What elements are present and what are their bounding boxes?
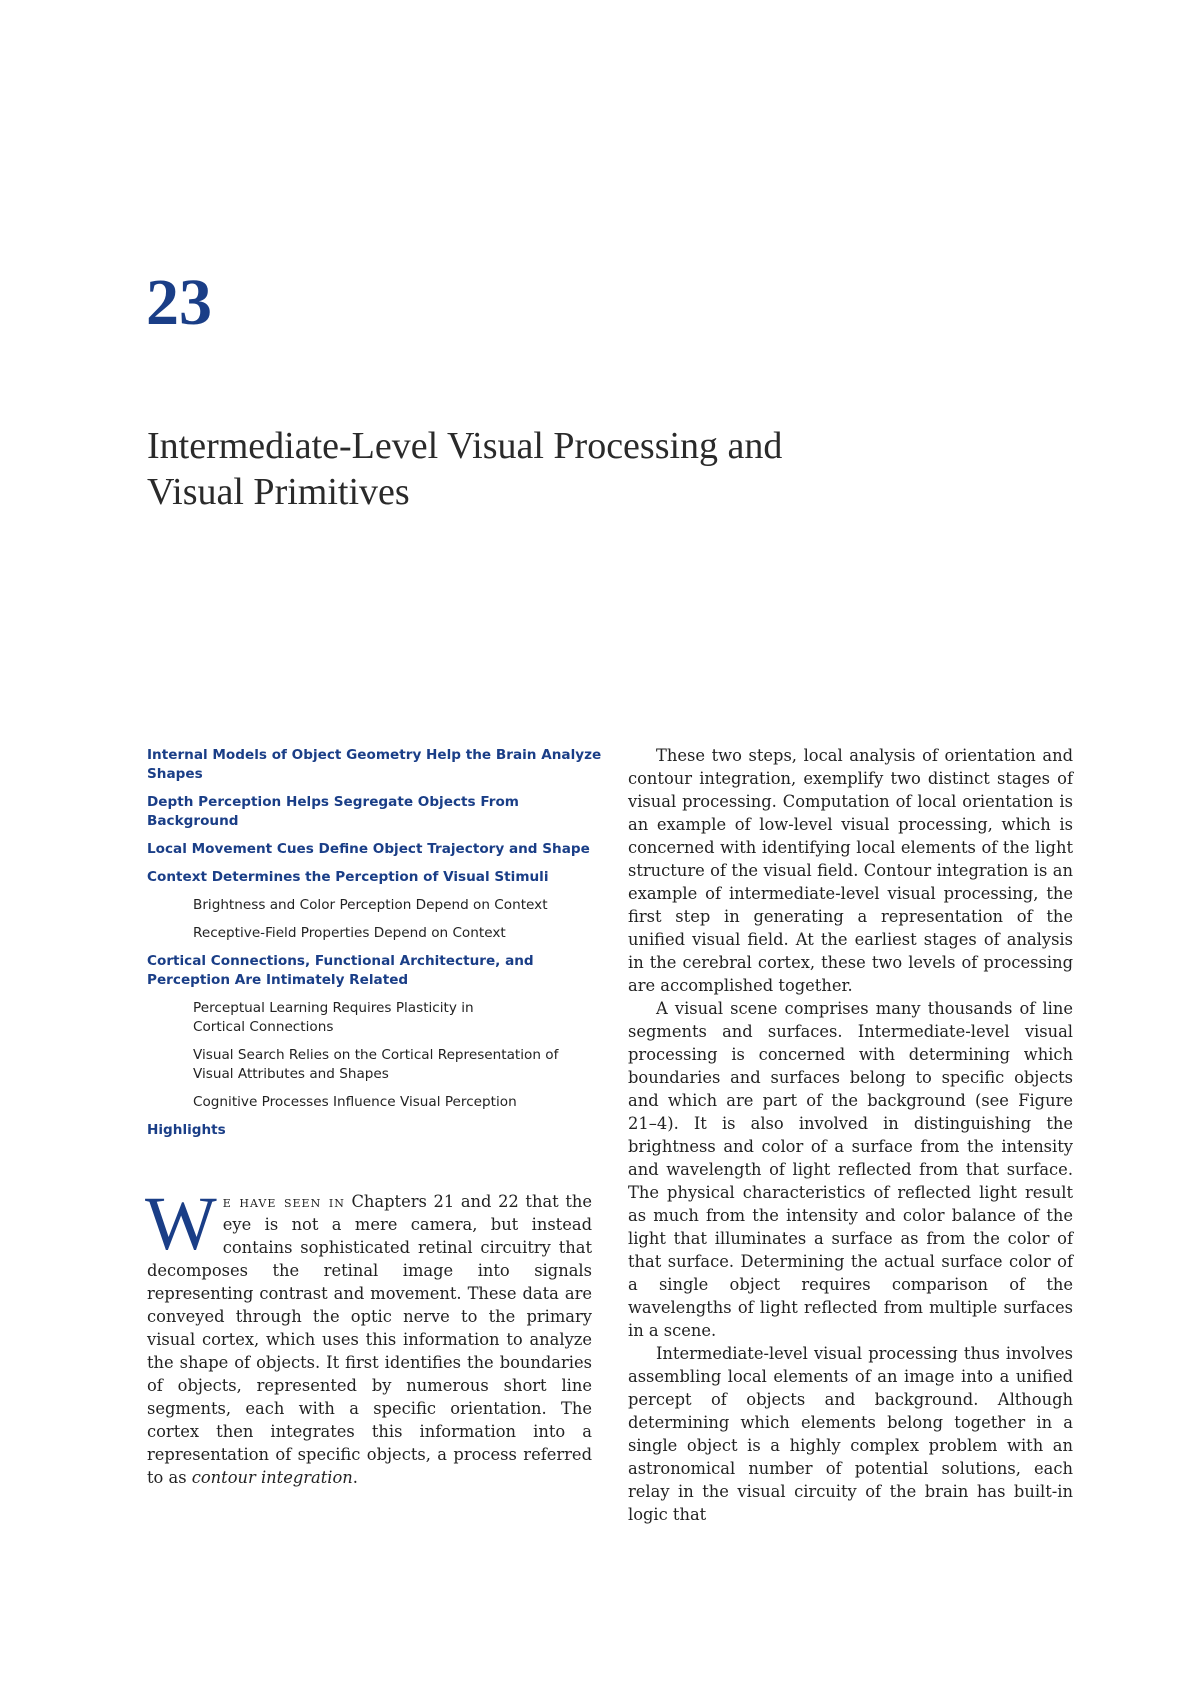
intro-text-end: . [352,1468,358,1487]
outline-entry: Internal Models of Object Geometry Help the Brain Analyze Shapes [147,747,602,782]
intro-text: Chapters 21 and 22 that the eye is not a mere camera, but instead contains sophisticated retinal circuitry that decomposes the retinal image into signals representing contrast and movement. These data are conveyed through the optic nerve to the primary visual cortex, which uses this information to analyze the shape of objects. It first identifies the boundaries of objects, represented by numerous short line segments, each with a specific orientation. The cortex then integrates this information into a representation of specific objects, a process referred to as [147,1192,592,1487]
drop-cap: W [145,1182,217,1266]
outline-entry: Depth Perception Helps Segregate Objects From Background [147,794,519,829]
body-paragraph: A visual scene comprises many thousands of line segments and surfaces. Intermediate-level visual processing is concerned with determining which boundaries and surfaces belong to specific objects and which are part of the background (see Figure 21–4). It is also involved in distinguishing the brightness and color of a surface from the intensity and wavelength of light reflected from that surface. The physical characteristics of reflected light result as much from the intensity and color balance of the light that illuminates a surface as from the color of that surface. Determining the actual surface color of a single object requires comparison of the wavelengths of light reflected from multiple surfaces in a scene. [628,999,1073,1340]
intro-column [145,1182,592,1489]
body-paragraph: Intermediate-level visual processing thus involves assembling local elements of an image into a unified percept of objects and background. Although determining which elements belong together in a single object is a highly complex problem with an astronomical number of potential solutions, each relay in the visual circuity of the brain has built-in logic that [628,1344,1073,1524]
outline-entry: Context Determines the Perception of Visual Stimuli [147,869,549,885]
chapter-number: 23 [146,266,212,339]
chapter-title-line-2: Visual Primitives [147,471,410,513]
outline-subentry: Brightness and Color Perception Depend on Context [193,897,548,913]
chapter-title [147,423,1047,515]
outline-subentry: Receptive-Field Properties Depend on Context [193,925,506,941]
intro-paragraph [145,1182,592,1489]
chapter-outline [147,746,607,1149]
intro-term: contour integration [191,1468,353,1487]
outline-entry: Local Movement Cues Define Object Trajectory and Shape [147,841,590,857]
outline-subentry: Perceptual Learning Requires Plasticity in Cortical Connections [193,1000,474,1035]
intro-lead-in: e have seen in [222,1192,345,1211]
outline-entry: Cortical Connections, Functional Architecture, and Perception Are Intimately Related [147,953,534,988]
chapter-title-line-1: Intermediate-Level Visual Processing and [147,425,783,467]
body-column [628,744,1073,1526]
body-paragraph: These two steps, local analysis of orientation and contour integration, exemplify two distinct stages of visual processing. Computation of local orientation is an example of low-level visual processing, which is concerned with identifying local elements of the light structure of the visual field. Contour integration is an example of intermediate-level visual processing, the first step in generating a representation of the unified visual field. At the earliest stages of analysis in the cerebral cortex, these two levels of processing are accomplished together. [628,746,1073,995]
outline-subentry: Cognitive Processes Influence Visual Perception [193,1094,517,1110]
outline-subentry: Visual Search Relies on the Cortical Representation of Visual Attributes and Shapes [193,1047,559,1082]
outline-entry-highlights: Highlights [147,1122,226,1138]
